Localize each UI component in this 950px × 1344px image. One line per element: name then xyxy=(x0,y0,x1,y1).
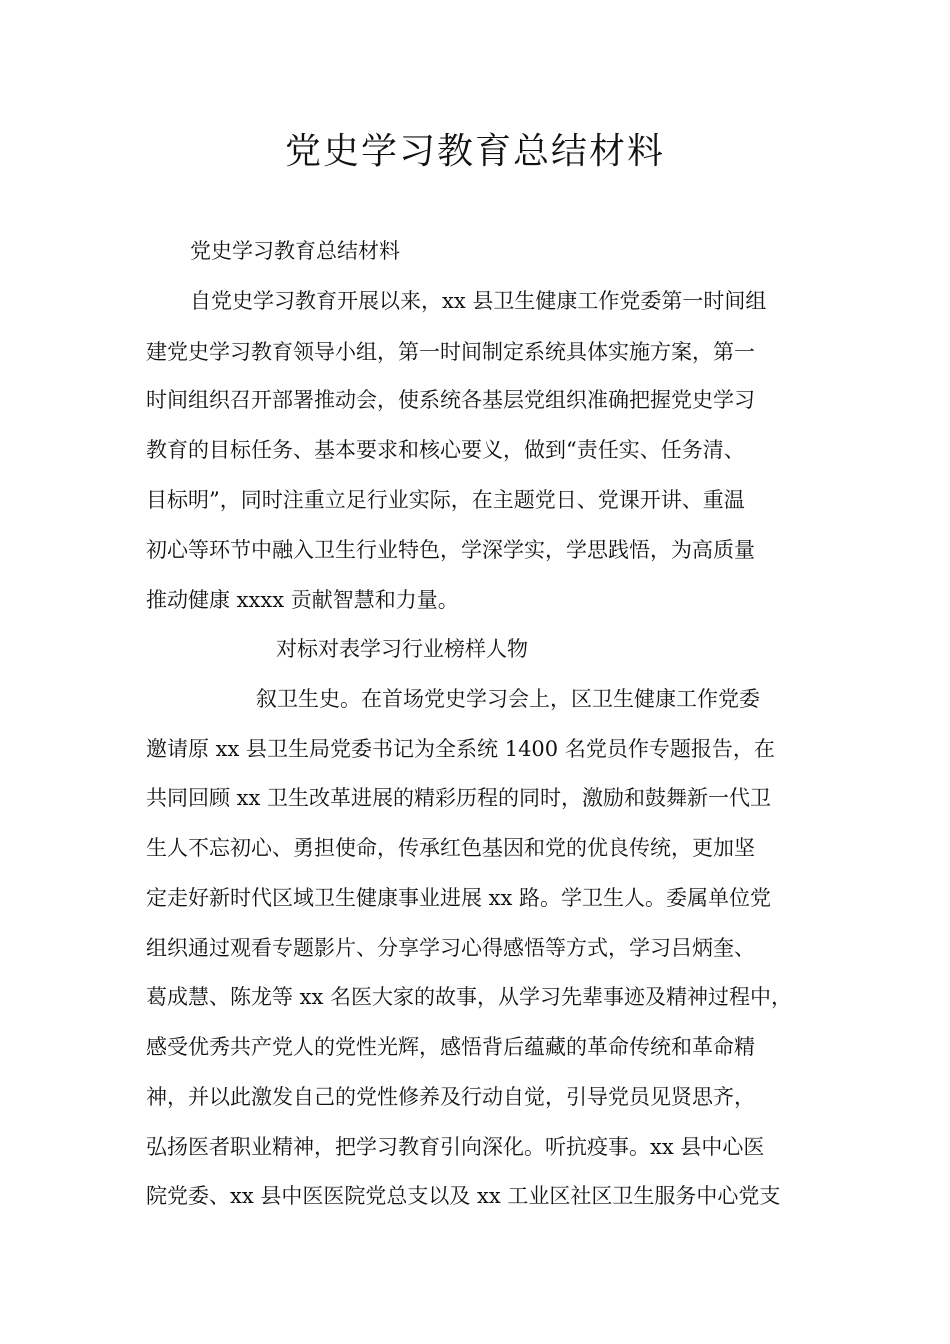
document-subtitle: 党史学习教育总结材料 xyxy=(190,239,400,263)
paragraph-line: 推动健康 xxxx 贡献智慧和力量。 xyxy=(146,588,459,612)
paragraph-line: 弘扬医者职业精神，把学习教育引向深化。听抗疫事。xx 县中心医 xyxy=(146,1135,765,1159)
paragraph-line: 建党史学习教育领导小组，第一时间制定系统具体实施方案，第一 xyxy=(146,340,755,364)
paragraph-line: 时间组织召开部署推动会，使系统各基层党组织准确把握党史学习 xyxy=(146,388,755,412)
paragraph-line: 初心等环节中融入卫生行业特色，学深学实，学思践悟，为高质量 xyxy=(146,538,755,562)
paragraph-line: 叙卫生史。在首场党史学习会上，区卫生健康工作党委 xyxy=(256,687,760,711)
paragraph-line: 共同回顾 xx 卫生改革进展的精彩历程的同时，激励和鼓舞新一代卫 xyxy=(146,786,772,810)
paragraph-line: 邀请原 xx 县卫生局党委书记为全系统 1400 名党员作专题报告，在 xyxy=(146,737,775,761)
document-title: 党史学习教育总结材料 xyxy=(284,131,665,172)
paragraph-line: 生人不忘初心、勇担使命，传承红色基因和党的优良传统，更加坚 xyxy=(146,836,755,860)
section-heading: 对标对表学习行业榜样人物 xyxy=(276,637,528,661)
paragraph-line: 感受优秀共产党人的党性光辉，感悟背后蕴藏的革命传统和革命精 xyxy=(146,1035,755,1059)
paragraph-line: 定走好新时代区域卫生健康事业进展 xx 路。学卫生人。委属单位党 xyxy=(146,886,772,910)
paragraph-line: 教育的目标任务、基本要求和核心要义，做到“责任实、任务清、 xyxy=(146,438,745,462)
paragraph-line: 自党史学习教育开展以来，xx 县卫生健康工作党委第一时间组 xyxy=(190,289,767,313)
paragraph-line: 神，并以此激发自己的党性修养及行动自觉，引导党员见贤思齐， xyxy=(146,1085,755,1109)
paragraph-line: 组织通过观看专题影片、分享学习心得感悟等方式，学习吕炳奎、 xyxy=(146,936,755,960)
paragraph-line: 院党委、xx 县中医医院党总支以及 xx 工业区社区卫生服务中心党支 xyxy=(146,1184,781,1208)
paragraph-line: 目标明”，同时注重立足行业实际，在主题党日、党课开讲、重温 xyxy=(146,488,745,512)
paragraph-line: 葛成慧、陈龙等 xx 名医大家的故事，从学习先辈事迹及精神过程中， xyxy=(146,985,793,1009)
